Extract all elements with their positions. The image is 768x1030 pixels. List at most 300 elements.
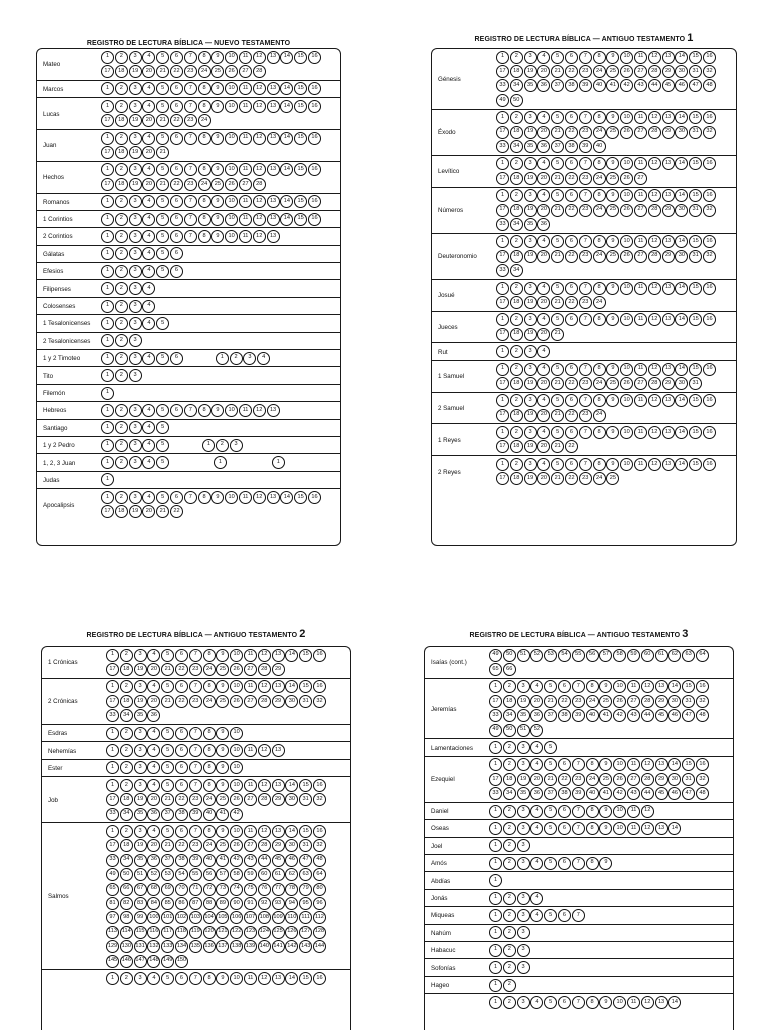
chapter-checkbox[interactable]: 3 <box>517 944 530 957</box>
chapter-checkbox[interactable]: 49 <box>489 724 502 737</box>
chapter-checkbox[interactable]: 16 <box>308 213 321 226</box>
chapter-checkbox[interactable]: 9 <box>599 805 612 818</box>
chapter-checkbox[interactable]: 5 <box>544 822 557 835</box>
chapter-checkbox[interactable]: 6 <box>558 680 571 693</box>
chapter-checkbox[interactable]: 1 <box>496 458 509 471</box>
chapter-checkbox[interactable]: 18 <box>510 126 523 139</box>
chapter-checkbox[interactable]: 2 <box>503 839 516 852</box>
chapter-checkbox[interactable]: 16 <box>313 825 326 838</box>
chapter-checkbox[interactable]: 53 <box>544 649 557 662</box>
chapter-checkbox[interactable]: 13 <box>272 649 285 662</box>
chapter-checkbox[interactable]: 2 <box>503 926 516 939</box>
chapter-checkbox[interactable]: 42 <box>620 79 633 92</box>
chapter-checkbox[interactable]: 36 <box>537 218 550 231</box>
chapter-checkbox[interactable]: 12 <box>648 51 661 64</box>
chapter-checkbox[interactable]: 25 <box>606 250 619 263</box>
chapter-checkbox[interactable]: 44 <box>641 709 654 722</box>
chapter-checkbox[interactable]: 4 <box>142 100 155 113</box>
chapter-checkbox[interactable]: 69 <box>161 883 174 896</box>
chapter-checkbox[interactable]: 17 <box>496 409 509 422</box>
chapter-checkbox[interactable]: 28 <box>253 178 266 191</box>
chapter-checkbox[interactable]: 46 <box>285 854 298 867</box>
chapter-checkbox[interactable]: 11 <box>634 363 647 376</box>
chapter-checkbox[interactable]: 2 <box>503 892 516 905</box>
chapter-checkbox[interactable]: 6 <box>558 758 571 771</box>
chapter-checkbox[interactable]: 134 <box>175 940 188 953</box>
chapter-checkbox[interactable]: 3 <box>129 317 142 330</box>
chapter-checkbox[interactable]: 8 <box>593 426 606 439</box>
chapter-checkbox[interactable]: 19 <box>517 773 530 786</box>
chapter-checkbox[interactable]: 13 <box>655 996 668 1009</box>
chapter-checkbox[interactable]: 6 <box>565 235 578 248</box>
chapter-checkbox[interactable]: 11 <box>244 972 257 985</box>
chapter-checkbox[interactable]: 9 <box>606 282 619 295</box>
chapter-checkbox[interactable]: 20 <box>537 328 550 341</box>
chapter-checkbox[interactable]: 1 <box>101 317 114 330</box>
chapter-checkbox[interactable]: 58 <box>230 868 243 881</box>
chapter-checkbox[interactable]: 2 <box>503 979 516 992</box>
chapter-checkbox[interactable]: 4 <box>142 456 155 469</box>
chapter-checkbox[interactable]: 12 <box>648 282 661 295</box>
chapter-checkbox[interactable]: 1 <box>202 439 215 452</box>
chapter-checkbox[interactable]: 8 <box>203 761 216 774</box>
chapter-checkbox[interactable]: 25 <box>606 65 619 78</box>
chapter-checkbox[interactable]: 16 <box>696 680 709 693</box>
chapter-checkbox[interactable]: 56 <box>203 868 216 881</box>
chapter-checkbox[interactable]: 7 <box>184 491 197 504</box>
chapter-checkbox[interactable]: 7 <box>189 744 202 757</box>
chapter-checkbox[interactable]: 9 <box>216 779 229 792</box>
chapter-checkbox[interactable]: 8 <box>198 100 211 113</box>
chapter-checkbox[interactable]: 67 <box>134 883 147 896</box>
chapter-checkbox[interactable]: 9 <box>599 680 612 693</box>
chapter-checkbox[interactable]: 9 <box>606 51 619 64</box>
chapter-checkbox[interactable]: 5 <box>156 82 169 95</box>
chapter-checkbox[interactable]: 5 <box>544 909 557 922</box>
chapter-checkbox[interactable]: 11 <box>627 822 640 835</box>
chapter-checkbox[interactable]: 13 <box>655 822 668 835</box>
chapter-checkbox[interactable]: 1 <box>489 758 502 771</box>
chapter-checkbox[interactable]: 23 <box>189 695 202 708</box>
chapter-checkbox[interactable]: 17 <box>496 440 509 453</box>
chapter-checkbox[interactable]: 18 <box>115 178 128 191</box>
chapter-checkbox[interactable]: 15 <box>689 282 702 295</box>
chapter-checkbox[interactable]: 1 <box>214 456 227 469</box>
chapter-checkbox[interactable]: 22 <box>565 296 578 309</box>
chapter-checkbox[interactable]: 12 <box>258 680 271 693</box>
chapter-checkbox[interactable]: 123 <box>244 926 257 939</box>
chapter-checkbox[interactable]: 52 <box>530 724 543 737</box>
chapter-checkbox[interactable]: 22 <box>565 65 578 78</box>
chapter-checkbox[interactable]: 3 <box>524 363 537 376</box>
chapter-checkbox[interactable]: 5 <box>156 404 169 417</box>
chapter-checkbox[interactable]: 7 <box>579 458 592 471</box>
chapter-checkbox[interactable]: 24 <box>593 377 606 390</box>
chapter-checkbox[interactable]: 1 <box>106 727 119 740</box>
chapter-checkbox[interactable]: 28 <box>648 250 661 263</box>
chapter-checkbox[interactable]: 13 <box>662 394 675 407</box>
chapter-checkbox[interactable]: 7 <box>572 822 585 835</box>
chapter-checkbox[interactable]: 11 <box>634 235 647 248</box>
chapter-checkbox[interactable]: 28 <box>253 65 266 78</box>
chapter-checkbox[interactable]: 4 <box>530 892 543 905</box>
chapter-checkbox[interactable]: 2 <box>503 680 516 693</box>
chapter-checkbox[interactable]: 21 <box>161 839 174 852</box>
chapter-checkbox[interactable]: 42 <box>613 787 626 800</box>
chapter-checkbox[interactable]: 109 <box>272 911 285 924</box>
chapter-checkbox[interactable]: 80 <box>313 883 326 896</box>
chapter-checkbox[interactable]: 20 <box>147 839 160 852</box>
chapter-checkbox[interactable]: 15 <box>299 680 312 693</box>
chapter-checkbox[interactable]: 12 <box>648 189 661 202</box>
chapter-checkbox[interactable]: 15 <box>299 972 312 985</box>
chapter-checkbox[interactable]: 26 <box>613 695 626 708</box>
chapter-checkbox[interactable]: 26 <box>230 695 243 708</box>
chapter-checkbox[interactable]: 18 <box>510 204 523 217</box>
chapter-checkbox[interactable]: 3 <box>524 282 537 295</box>
chapter-checkbox[interactable]: 5 <box>156 317 169 330</box>
chapter-checkbox[interactable]: 32 <box>313 695 326 708</box>
chapter-checkbox[interactable]: 22 <box>565 472 578 485</box>
chapter-checkbox[interactable]: 2 <box>115 195 128 208</box>
chapter-checkbox[interactable]: 24 <box>593 250 606 263</box>
chapter-checkbox[interactable]: 16 <box>703 189 716 202</box>
chapter-checkbox[interactable]: 19 <box>524 296 537 309</box>
chapter-checkbox[interactable]: 2 <box>503 944 516 957</box>
chapter-checkbox[interactable]: 18 <box>115 505 128 518</box>
chapter-checkbox[interactable]: 8 <box>198 51 211 64</box>
chapter-checkbox[interactable]: 21 <box>156 505 169 518</box>
chapter-checkbox[interactable]: 24 <box>203 839 216 852</box>
chapter-checkbox[interactable]: 51 <box>517 724 530 737</box>
chapter-checkbox[interactable]: 19 <box>524 126 537 139</box>
chapter-checkbox[interactable]: 110 <box>285 911 298 924</box>
chapter-checkbox[interactable]: 10 <box>230 727 243 740</box>
chapter-checkbox[interactable]: 9 <box>606 394 619 407</box>
chapter-checkbox[interactable]: 8 <box>203 727 216 740</box>
chapter-checkbox[interactable]: 3 <box>129 300 142 313</box>
chapter-checkbox[interactable]: 2 <box>510 51 523 64</box>
chapter-checkbox[interactable]: 4 <box>142 317 155 330</box>
chapter-checkbox[interactable]: 7 <box>579 394 592 407</box>
chapter-checkbox[interactable]: 15 <box>294 163 307 176</box>
chapter-checkbox[interactable]: 12 <box>258 972 271 985</box>
chapter-checkbox[interactable]: 6 <box>565 189 578 202</box>
chapter-checkbox[interactable]: 6 <box>175 744 188 757</box>
chapter-checkbox[interactable]: 24 <box>593 126 606 139</box>
chapter-checkbox[interactable]: 29 <box>662 204 675 217</box>
chapter-checkbox[interactable]: 30 <box>675 204 688 217</box>
chapter-checkbox[interactable]: 8 <box>203 744 216 757</box>
chapter-checkbox[interactable]: 1 <box>101 51 114 64</box>
chapter-checkbox[interactable]: 44 <box>648 79 661 92</box>
chapter-checkbox[interactable]: 5 <box>156 456 169 469</box>
chapter-checkbox[interactable]: 25 <box>606 377 619 390</box>
chapter-checkbox[interactable]: 79 <box>299 883 312 896</box>
chapter-checkbox[interactable]: 16 <box>313 972 326 985</box>
chapter-checkbox[interactable]: 3 <box>129 213 142 226</box>
chapter-checkbox[interactable]: 60 <box>258 868 271 881</box>
chapter-checkbox[interactable]: 32 <box>703 250 716 263</box>
chapter-checkbox[interactable]: 29 <box>662 250 675 263</box>
chapter-checkbox[interactable]: 35 <box>524 218 537 231</box>
chapter-checkbox[interactable]: 7 <box>572 758 585 771</box>
chapter-checkbox[interactable]: 24 <box>593 65 606 78</box>
chapter-checkbox[interactable]: 105 <box>216 911 229 924</box>
chapter-checkbox[interactable]: 4 <box>142 230 155 243</box>
chapter-checkbox[interactable]: 5 <box>551 426 564 439</box>
chapter-checkbox[interactable]: 7 <box>184 51 197 64</box>
chapter-checkbox[interactable]: 7 <box>189 761 202 774</box>
chapter-checkbox[interactable]: 10 <box>620 282 633 295</box>
chapter-checkbox[interactable]: 23 <box>572 695 585 708</box>
chapter-checkbox[interactable]: 2 <box>120 972 133 985</box>
chapter-checkbox[interactable]: 27 <box>634 250 647 263</box>
chapter-checkbox[interactable]: 3 <box>129 282 142 295</box>
chapter-checkbox[interactable]: 3 <box>524 189 537 202</box>
chapter-checkbox[interactable]: 20 <box>142 114 155 127</box>
chapter-checkbox[interactable]: 9 <box>216 744 229 757</box>
chapter-checkbox[interactable]: 57 <box>599 649 612 662</box>
chapter-checkbox[interactable]: 5 <box>551 157 564 170</box>
chapter-checkbox[interactable]: 15 <box>294 82 307 95</box>
chapter-checkbox[interactable]: 3 <box>134 779 147 792</box>
chapter-checkbox[interactable]: 15 <box>682 680 695 693</box>
chapter-checkbox[interactable]: 15 <box>294 491 307 504</box>
chapter-checkbox[interactable]: 20 <box>147 793 160 806</box>
chapter-checkbox[interactable]: 40 <box>593 79 606 92</box>
chapter-checkbox[interactable]: 33 <box>106 854 119 867</box>
chapter-checkbox[interactable]: 9 <box>216 972 229 985</box>
chapter-checkbox[interactable]: 38 <box>175 808 188 821</box>
chapter-checkbox[interactable]: 1 <box>106 680 119 693</box>
chapter-checkbox[interactable]: 4 <box>537 458 550 471</box>
chapter-checkbox[interactable]: 6 <box>170 352 183 365</box>
chapter-checkbox[interactable]: 38 <box>558 709 571 722</box>
chapter-checkbox[interactable]: 50 <box>510 94 523 107</box>
chapter-checkbox[interactable]: 5 <box>551 313 564 326</box>
chapter-checkbox[interactable]: 54 <box>558 649 571 662</box>
chapter-checkbox[interactable]: 3 <box>129 265 142 278</box>
chapter-checkbox[interactable]: 53 <box>161 868 174 881</box>
chapter-checkbox[interactable]: 1 <box>106 649 119 662</box>
chapter-checkbox[interactable]: 16 <box>308 82 321 95</box>
chapter-checkbox[interactable]: 3 <box>517 996 530 1009</box>
chapter-checkbox[interactable]: 6 <box>565 51 578 64</box>
chapter-checkbox[interactable]: 14 <box>668 996 681 1009</box>
chapter-checkbox[interactable]: 18 <box>115 114 128 127</box>
chapter-checkbox[interactable]: 20 <box>537 126 550 139</box>
chapter-checkbox[interactable]: 3 <box>129 247 142 260</box>
chapter-checkbox[interactable]: 21 <box>551 377 564 390</box>
chapter-checkbox[interactable]: 2 <box>510 345 523 358</box>
chapter-checkbox[interactable]: 3 <box>134 972 147 985</box>
chapter-checkbox[interactable]: 5 <box>161 680 174 693</box>
chapter-checkbox[interactable]: 10 <box>613 996 626 1009</box>
chapter-checkbox[interactable]: 45 <box>655 787 668 800</box>
chapter-checkbox[interactable]: 5 <box>544 857 557 870</box>
chapter-checkbox[interactable]: 33 <box>106 709 119 722</box>
chapter-checkbox[interactable]: 18 <box>510 172 523 185</box>
chapter-checkbox[interactable]: 6 <box>558 857 571 870</box>
chapter-checkbox[interactable]: 2 <box>115 247 128 260</box>
chapter-checkbox[interactable]: 36 <box>530 787 543 800</box>
chapter-checkbox[interactable]: 30 <box>285 695 298 708</box>
chapter-checkbox[interactable]: 11 <box>244 825 257 838</box>
chapter-checkbox[interactable]: 118 <box>175 926 188 939</box>
chapter-checkbox[interactable]: 2 <box>510 394 523 407</box>
chapter-checkbox[interactable]: 11 <box>239 404 252 417</box>
chapter-checkbox[interactable]: 29 <box>272 695 285 708</box>
chapter-checkbox[interactable]: 31 <box>682 773 695 786</box>
chapter-checkbox[interactable]: 8 <box>593 111 606 124</box>
chapter-checkbox[interactable]: 14 <box>675 426 688 439</box>
chapter-checkbox[interactable]: 16 <box>313 649 326 662</box>
chapter-checkbox[interactable]: 26 <box>225 65 238 78</box>
chapter-checkbox[interactable]: 14 <box>285 972 298 985</box>
chapter-checkbox[interactable]: 14 <box>675 189 688 202</box>
chapter-checkbox[interactable]: 27 <box>634 377 647 390</box>
chapter-checkbox[interactable]: 11 <box>239 132 252 145</box>
chapter-checkbox[interactable]: 14 <box>668 680 681 693</box>
chapter-checkbox[interactable]: 24 <box>593 472 606 485</box>
chapter-checkbox[interactable]: 17 <box>106 695 119 708</box>
chapter-checkbox[interactable]: 25 <box>216 839 229 852</box>
chapter-checkbox[interactable]: 10 <box>620 157 633 170</box>
chapter-checkbox[interactable]: 47 <box>299 854 312 867</box>
chapter-checkbox[interactable]: 85 <box>161 897 174 910</box>
chapter-checkbox[interactable]: 9 <box>211 404 224 417</box>
chapter-checkbox[interactable]: 5 <box>156 213 169 226</box>
chapter-checkbox[interactable]: 2 <box>115 265 128 278</box>
chapter-checkbox[interactable]: 19 <box>524 440 537 453</box>
chapter-checkbox[interactable]: 13 <box>267 100 280 113</box>
chapter-checkbox[interactable]: 25 <box>216 695 229 708</box>
chapter-checkbox[interactable]: 5 <box>161 649 174 662</box>
chapter-checkbox[interactable]: 6 <box>565 157 578 170</box>
chapter-checkbox[interactable]: 128 <box>313 926 326 939</box>
chapter-checkbox[interactable]: 25 <box>216 663 229 676</box>
chapter-checkbox[interactable]: 30 <box>668 773 681 786</box>
chapter-checkbox[interactable]: 42 <box>230 808 243 821</box>
chapter-checkbox[interactable]: 31 <box>689 377 702 390</box>
chapter-checkbox[interactable]: 6 <box>170 265 183 278</box>
chapter-checkbox[interactable]: 14 <box>675 313 688 326</box>
chapter-checkbox[interactable]: 15 <box>294 51 307 64</box>
chapter-checkbox[interactable]: 2 <box>503 909 516 922</box>
chapter-checkbox[interactable]: 1 <box>496 51 509 64</box>
chapter-checkbox[interactable]: 55 <box>189 868 202 881</box>
chapter-checkbox[interactable]: 1 <box>101 404 114 417</box>
chapter-checkbox[interactable]: 22 <box>565 377 578 390</box>
chapter-checkbox[interactable]: 40 <box>593 140 606 153</box>
chapter-checkbox[interactable]: 133 <box>161 940 174 953</box>
chapter-checkbox[interactable]: 15 <box>689 189 702 202</box>
chapter-checkbox[interactable]: 30 <box>675 250 688 263</box>
chapter-checkbox[interactable]: 2 <box>115 491 128 504</box>
chapter-checkbox[interactable]: 19 <box>134 663 147 676</box>
chapter-checkbox[interactable]: 78 <box>285 883 298 896</box>
chapter-checkbox[interactable]: 18 <box>510 65 523 78</box>
chapter-checkbox[interactable]: 17 <box>106 839 119 852</box>
chapter-checkbox[interactable]: 143 <box>299 940 312 953</box>
chapter-checkbox[interactable]: 8 <box>198 132 211 145</box>
chapter-checkbox[interactable]: 10 <box>230 649 243 662</box>
chapter-checkbox[interactable]: 5 <box>156 51 169 64</box>
chapter-checkbox[interactable]: 41 <box>606 79 619 92</box>
chapter-checkbox[interactable]: 122 <box>230 926 243 939</box>
chapter-checkbox[interactable]: 3 <box>230 439 243 452</box>
chapter-checkbox[interactable]: 16 <box>703 111 716 124</box>
chapter-checkbox[interactable]: 59 <box>627 649 640 662</box>
chapter-checkbox[interactable]: 4 <box>147 727 160 740</box>
chapter-checkbox[interactable]: 25 <box>606 204 619 217</box>
chapter-checkbox[interactable]: 7 <box>189 727 202 740</box>
chapter-checkbox[interactable]: 41 <box>599 787 612 800</box>
chapter-checkbox[interactable]: 9 <box>606 426 619 439</box>
chapter-checkbox[interactable]: 29 <box>272 793 285 806</box>
chapter-checkbox[interactable]: 12 <box>258 825 271 838</box>
chapter-checkbox[interactable]: 11 <box>634 157 647 170</box>
chapter-checkbox[interactable]: 66 <box>503 663 516 676</box>
chapter-checkbox[interactable]: 22 <box>170 505 183 518</box>
chapter-checkbox[interactable]: 18 <box>510 409 523 422</box>
chapter-checkbox[interactable]: 27 <box>239 65 252 78</box>
chapter-checkbox[interactable]: 13 <box>662 282 675 295</box>
chapter-checkbox[interactable]: 14 <box>280 195 293 208</box>
chapter-checkbox[interactable]: 6 <box>565 426 578 439</box>
chapter-checkbox[interactable]: 7 <box>184 100 197 113</box>
chapter-checkbox[interactable]: 1 <box>106 779 119 792</box>
chapter-checkbox[interactable]: 11 <box>239 195 252 208</box>
chapter-checkbox[interactable]: 3 <box>517 892 530 905</box>
chapter-checkbox[interactable]: 2 <box>115 230 128 243</box>
chapter-checkbox[interactable]: 37 <box>551 140 564 153</box>
chapter-checkbox[interactable]: 2 <box>503 805 516 818</box>
chapter-checkbox[interactable]: 6 <box>170 247 183 260</box>
chapter-checkbox[interactable]: 19 <box>129 65 142 78</box>
chapter-checkbox[interactable]: 17 <box>496 250 509 263</box>
chapter-checkbox[interactable]: 28 <box>641 695 654 708</box>
chapter-checkbox[interactable]: 13 <box>662 426 675 439</box>
chapter-checkbox[interactable]: 2 <box>115 132 128 145</box>
chapter-checkbox[interactable]: 11 <box>627 805 640 818</box>
chapter-checkbox[interactable]: 16 <box>703 363 716 376</box>
chapter-checkbox[interactable]: 18 <box>503 773 516 786</box>
chapter-checkbox[interactable]: 13 <box>662 51 675 64</box>
chapter-checkbox[interactable]: 136 <box>203 940 216 953</box>
chapter-checkbox[interactable]: 19 <box>524 172 537 185</box>
chapter-checkbox[interactable]: 17 <box>496 65 509 78</box>
chapter-checkbox[interactable]: 7 <box>189 649 202 662</box>
chapter-checkbox[interactable]: 21 <box>551 250 564 263</box>
chapter-checkbox[interactable]: 51 <box>134 868 147 881</box>
chapter-checkbox[interactable]: 30 <box>668 695 681 708</box>
chapter-checkbox[interactable]: 137 <box>216 940 229 953</box>
chapter-checkbox[interactable]: 8 <box>593 157 606 170</box>
chapter-checkbox[interactable]: 10 <box>620 51 633 64</box>
chapter-checkbox[interactable]: 1 <box>101 100 114 113</box>
chapter-checkbox[interactable]: 8 <box>198 213 211 226</box>
chapter-checkbox[interactable]: 1 <box>101 387 114 400</box>
chapter-checkbox[interactable]: 1 <box>101 421 114 434</box>
chapter-checkbox[interactable]: 31 <box>689 204 702 217</box>
chapter-checkbox[interactable]: 1 <box>216 352 229 365</box>
chapter-checkbox[interactable]: 4 <box>147 649 160 662</box>
chapter-checkbox[interactable]: 26 <box>620 250 633 263</box>
chapter-checkbox[interactable]: 26 <box>620 126 633 139</box>
chapter-checkbox[interactable]: 9 <box>606 235 619 248</box>
